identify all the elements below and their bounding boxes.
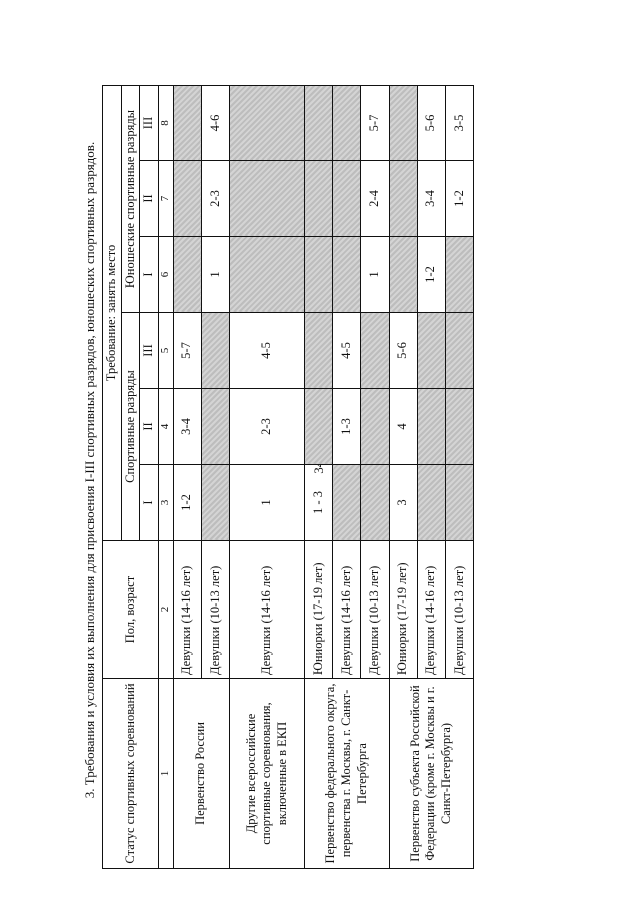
place-cell bbox=[333, 161, 361, 237]
place-cell: 1-2 bbox=[445, 161, 473, 237]
gender-age: Девушки (14-16 лет) bbox=[173, 541, 201, 679]
place-cell: 1-3 bbox=[333, 389, 361, 465]
place-cell: 3-4 bbox=[173, 389, 201, 465]
place-cell bbox=[445, 313, 473, 389]
place-cell bbox=[445, 465, 473, 541]
gender-age: Девушки (10-13 лет) bbox=[201, 541, 229, 679]
rank-label: I bbox=[140, 465, 159, 541]
place-cell: 3-5 bbox=[445, 85, 473, 160]
header-sport-ranks: Спортивные разряды bbox=[121, 313, 140, 541]
rank-label: II bbox=[140, 161, 159, 237]
place-cell bbox=[305, 161, 333, 237]
place-cell bbox=[361, 389, 389, 465]
place-cell: 2-3 bbox=[229, 389, 304, 465]
place-cell: 1-2 bbox=[173, 465, 201, 541]
place-cell bbox=[201, 313, 229, 389]
column-number: 4 bbox=[158, 389, 173, 465]
rank-label: I bbox=[140, 237, 159, 313]
place-cell: 4-6 bbox=[201, 85, 229, 160]
place-cell: 2-4 bbox=[361, 161, 389, 237]
place-cell bbox=[305, 389, 333, 465]
place-cell bbox=[305, 237, 333, 313]
table-body bbox=[173, 85, 473, 868]
place-cell: 5-6 bbox=[389, 313, 417, 389]
place-cell bbox=[229, 85, 304, 160]
rank-label: III bbox=[140, 85, 159, 160]
gender-age: Девушки (14-16 лет) bbox=[333, 541, 361, 679]
header-youth-ranks: Юношеские спортивные разряды bbox=[121, 85, 140, 312]
place-cell bbox=[305, 313, 333, 389]
place-cell bbox=[389, 237, 417, 313]
competition-status: Первенство России bbox=[173, 679, 229, 869]
column-number: 2 bbox=[158, 541, 173, 679]
column-number: 1 bbox=[158, 679, 173, 869]
place-cell: 1 bbox=[361, 237, 389, 313]
header-requirement: Требование: занять место bbox=[103, 85, 122, 540]
place-cell bbox=[305, 85, 333, 160]
column-number: 7 bbox=[158, 161, 173, 237]
place-cell: 1 bbox=[201, 237, 229, 313]
requirements-table-wrapper bbox=[102, 86, 474, 869]
rank-label: II bbox=[140, 389, 159, 465]
place-cell bbox=[333, 237, 361, 313]
place-cell: 5-7 bbox=[173, 313, 201, 389]
column-number: 3 bbox=[158, 465, 173, 541]
table-row bbox=[173, 85, 201, 868]
table-row bbox=[229, 85, 304, 868]
table-row bbox=[305, 85, 333, 868]
place-cell: 3 bbox=[389, 465, 417, 541]
gender-age: Девушки (14-16 лет) bbox=[417, 541, 445, 679]
competition-status: Первенство федерального округа, первенства г. Москвы, г. Санкт-Петербурга bbox=[305, 679, 389, 869]
requirements-table bbox=[102, 85, 474, 869]
place-cell bbox=[173, 161, 201, 237]
place-cell bbox=[445, 237, 473, 313]
place-cell: 2-3 bbox=[201, 161, 229, 237]
place-cell bbox=[333, 85, 361, 160]
column-number: 8 bbox=[158, 85, 173, 160]
place-cell: 4-5 bbox=[229, 313, 304, 389]
place-cell: 1 - 3 bbox=[305, 465, 333, 541]
place-cell: 1 bbox=[229, 465, 304, 541]
header-status: Статус спортивных соревнований bbox=[103, 679, 159, 869]
place-cell: 1-2 bbox=[417, 237, 445, 313]
place-cell bbox=[333, 465, 361, 541]
place-cell bbox=[389, 161, 417, 237]
place-cell bbox=[229, 161, 304, 237]
place-cell: 4 bbox=[389, 389, 417, 465]
place-cell bbox=[417, 389, 445, 465]
place-cell: 3-4 bbox=[417, 161, 445, 237]
place-cell bbox=[389, 85, 417, 160]
competition-status: Первенство субъекта Российской Федерации (кроме г. Москвы и г. Санкт-Петербурга) bbox=[389, 679, 473, 869]
place-cell: 4-5 bbox=[333, 313, 361, 389]
place-cell bbox=[173, 237, 201, 313]
place-cell: 5-7 bbox=[361, 85, 389, 160]
gender-age: Юниорки (17-19 лет) bbox=[389, 541, 417, 679]
place-cell: 5-6 bbox=[417, 85, 445, 160]
place-cell bbox=[229, 237, 304, 313]
place-cell bbox=[201, 389, 229, 465]
column-number: 6 bbox=[158, 237, 173, 313]
competition-status: Другие всероссийские спортивные соревнования, включенные в ЕКП bbox=[229, 679, 304, 869]
table-row bbox=[389, 85, 417, 868]
rotated-table-area bbox=[102, 86, 474, 869]
column-number: 5 bbox=[158, 313, 173, 389]
gender-age: Девушки (14-16 лет) bbox=[229, 541, 304, 679]
place-cell bbox=[201, 465, 229, 541]
header-gender-age: Пол, возраст bbox=[103, 541, 159, 679]
table-caption: 3. Требования и условия их выполнения для присвоения I-III спортивных разрядов, юношеских спортивных разрядов. bbox=[82, 141, 97, 799]
place-cell bbox=[417, 313, 445, 389]
gender-age: Девушки (10-13 лет) bbox=[361, 541, 389, 679]
rank-label: III bbox=[140, 313, 159, 389]
place-cell bbox=[361, 313, 389, 389]
gender-age: Девушки (10-13 лет) bbox=[445, 541, 473, 679]
place-cell bbox=[445, 389, 473, 465]
place-cell bbox=[361, 465, 389, 541]
gender-age: Юниорки (17-19 лет) bbox=[305, 541, 333, 679]
place-cell bbox=[173, 85, 201, 160]
place-cell bbox=[417, 465, 445, 541]
